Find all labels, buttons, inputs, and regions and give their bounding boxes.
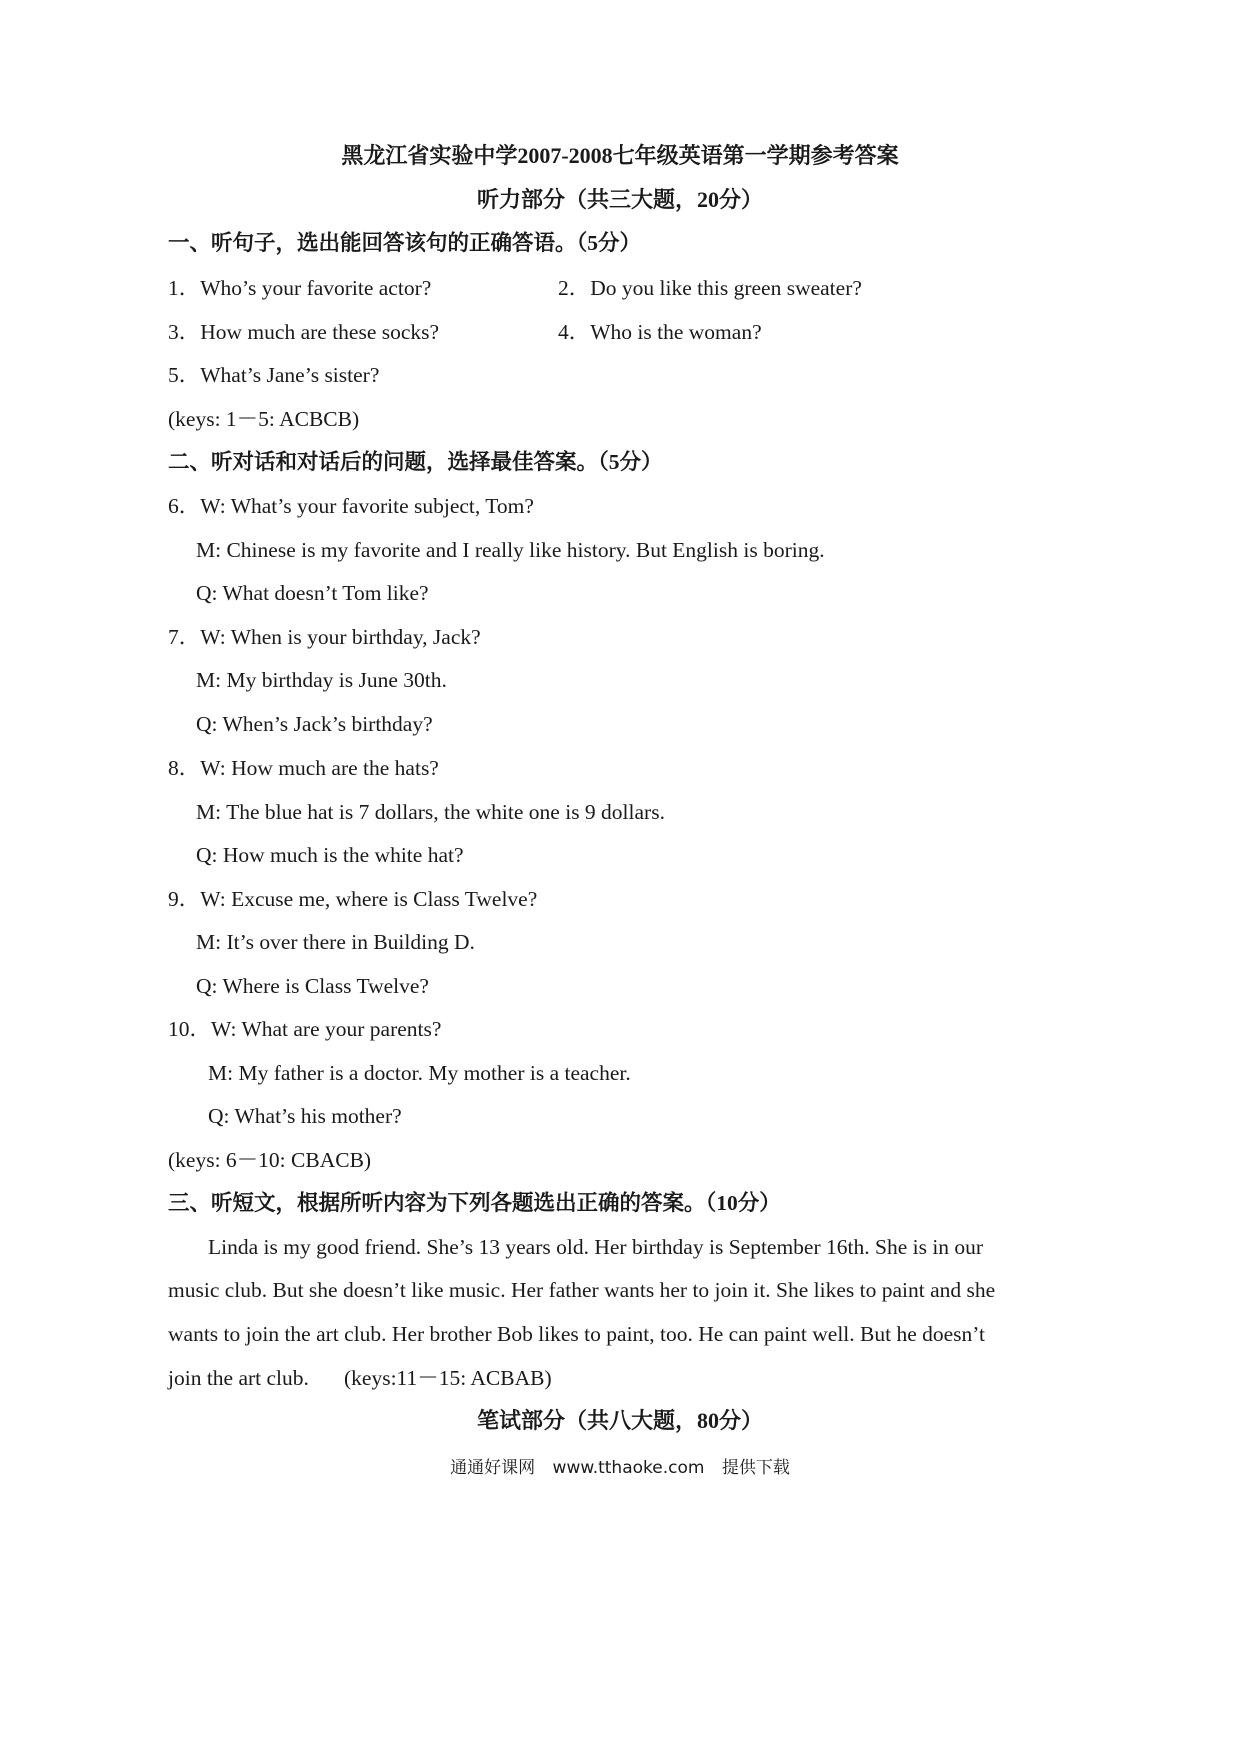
written-part-title: 笔试部分（共八大题，80分） bbox=[476, 1408, 763, 1433]
section-3-keys: (keys:11－15: ACBAB) bbox=[344, 1366, 552, 1390]
question-10-woman: 10．W: What are your parents? bbox=[168, 1017, 442, 1041]
section-2-keys: (keys: 6－10: CBACB) bbox=[168, 1148, 372, 1172]
question-7-question: Q: When’s Jack’s birthday? bbox=[196, 712, 433, 736]
question-10-question: Q: What’s his mother? bbox=[208, 1104, 402, 1128]
question-8-woman: 8．W: How much are the hats? bbox=[168, 756, 439, 780]
passage-line-1: Linda is my good friend. She’s 13 years old. Her birthday is September 16th. She is in our bbox=[208, 1235, 984, 1259]
section-3-heading: 三、听短文，根据所听内容为下列各题选出正确的答案。（10分） bbox=[168, 1191, 781, 1215]
page-footer bbox=[0, 1454, 1240, 1482]
question-8-question: Q: How much is the white hat? bbox=[196, 843, 464, 867]
question-9-man: M: It’s over there in Building D. bbox=[196, 930, 475, 954]
question-6-man: M: Chinese is my favorite and I really like history. But English is boring. bbox=[196, 538, 825, 562]
section-1-keys: (keys: 1－5: ACBCB) bbox=[168, 407, 360, 431]
passage-line-2: music club. But she doesn’t like music. Her father wants her to join it. She likes to paint and she bbox=[168, 1278, 996, 1302]
section-2-heading: 二、听对话和对话后的问题，选择最佳答案。（5分） bbox=[168, 450, 663, 474]
footer-url[interactable]: www.tthaoke.com bbox=[552, 1458, 705, 1478]
question-7-man: M: My birthday is June 30th. bbox=[196, 668, 447, 692]
question-3: 3．How much are these socks? bbox=[168, 320, 440, 344]
question-7-woman: 7．W: When is your birthday, Jack? bbox=[168, 625, 481, 649]
question-9-woman: 9．W: Excuse me, where is Class Twelve? bbox=[168, 887, 538, 911]
question-2: 2．Do you like this green sweater? bbox=[558, 276, 862, 300]
question-8-man: M: The blue hat is 7 dollars, the white one is 9 dollars. bbox=[196, 800, 665, 824]
section-1-heading: 一、听句子，选出能回答该句的正确答语。（5分） bbox=[168, 231, 642, 255]
document-title: 黑龙江省实验中学2007-2008七年级英语第一学期参考答案 bbox=[341, 143, 899, 168]
passage-line-4: join the art club. bbox=[168, 1366, 309, 1390]
footer-suffix: 提供下载 bbox=[721, 1458, 790, 1478]
passage-line-3: wants to join the art club. Her brother Bob likes to paint, too. He can paint well. But he doesn’t bbox=[168, 1322, 986, 1346]
question-9-question: Q: Where is Class Twelve? bbox=[196, 974, 429, 998]
footer-site-name: 通通好课网 bbox=[450, 1458, 536, 1478]
listening-part-title: 听力部分（共三大题，20分） bbox=[476, 187, 763, 212]
question-6-woman: 6．W: What’s your favorite subject, Tom? bbox=[168, 494, 534, 518]
question-4: 4．Who is the woman? bbox=[558, 320, 762, 344]
question-1: 1．Who’s your favorite actor? bbox=[168, 276, 432, 300]
question-6-question: Q: What doesn’t Tom like? bbox=[196, 581, 429, 605]
question-10-man: M: My father is a doctor. My mother is a teacher. bbox=[208, 1061, 631, 1085]
question-5: 5．What’s Jane’s sister? bbox=[168, 363, 380, 387]
